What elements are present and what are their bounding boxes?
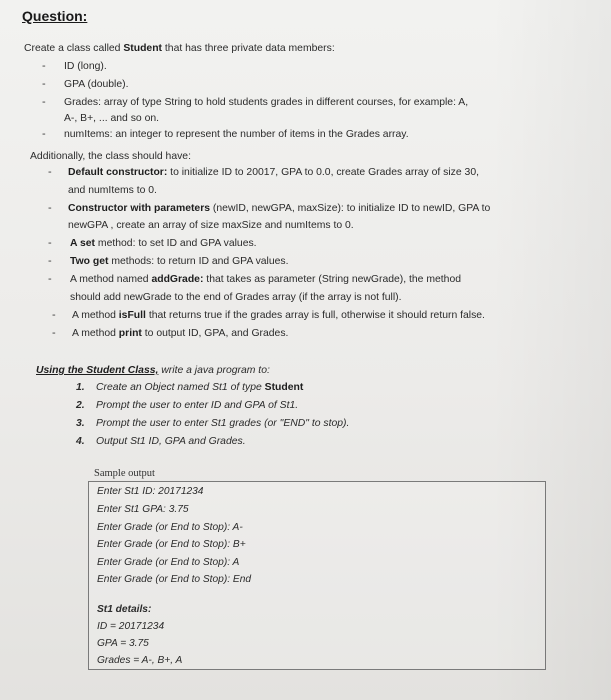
step-number: 3. xyxy=(76,418,85,429)
step-2: Prompt the user to enter ID and GPA of St1. xyxy=(96,400,299,411)
method-dash: - xyxy=(48,255,52,267)
using-underlined: Using the Student Class, xyxy=(36,365,159,376)
method-default-constructor xyxy=(68,166,479,179)
method-text: A method xyxy=(72,310,119,321)
sample-detail: GPA = 3.75 xyxy=(97,638,149,649)
method-dash: - xyxy=(48,166,52,178)
sample-detail: ID = 20171234 xyxy=(97,621,165,632)
method-dash: - xyxy=(48,273,52,285)
method-text: to output ID, GPA, and Grades. xyxy=(141,328,289,339)
step-1 xyxy=(96,381,303,394)
member-grades-continued: A-, B+, ... and so on. xyxy=(64,113,160,124)
method-addgrade-cont: should add newGrade to the end of Grades array (if the array is not full). xyxy=(70,292,402,303)
intro-suffix: that has three private data members: xyxy=(162,43,335,54)
step-4: Output St1 ID, GPA and Grades. xyxy=(96,436,246,447)
method-text: to initialize ID to 20017, GPA to 0.0, create Grades array of size 30, xyxy=(167,167,479,178)
step-bold: Student xyxy=(264,382,304,393)
method-text: methods: to return ID and GPA values. xyxy=(108,256,289,267)
method-bold: isFull xyxy=(118,310,146,321)
sample-line: Enter Grade (or End to Stop): A xyxy=(97,557,240,568)
method-text: method: to set ID and GPA values. xyxy=(95,238,257,249)
member-grades: Grades: array of type String to hold students grades in different courses, for example: A, xyxy=(64,97,469,108)
intro-prefix: Create a class called xyxy=(24,43,124,54)
method-bold: Default constructor: xyxy=(68,167,168,178)
member-dash: - xyxy=(42,60,46,72)
method-dash: - xyxy=(52,327,56,339)
member-gpa: GPA (double). xyxy=(64,79,129,90)
method-bold: print xyxy=(118,328,142,339)
method-dash: - xyxy=(52,309,56,321)
member-dash: - xyxy=(42,128,46,140)
method-bold: addGrade: xyxy=(151,274,204,285)
sample-line: Enter Grade (or End to Stop): A- xyxy=(97,522,243,533)
method-text: (newID, newGPA, maxSize): to initialize ID to newID, GPA to xyxy=(210,203,491,214)
sample-line: Enter St1 ID: 20171234 xyxy=(97,486,204,497)
method-dash: - xyxy=(48,237,52,249)
member-dash: - xyxy=(42,78,46,90)
method-text: A method named xyxy=(70,274,152,285)
method-bold: A set xyxy=(70,238,96,249)
member-dash: - xyxy=(42,96,46,108)
additionally-line: Additionally, the class should have: xyxy=(30,151,191,162)
sample-detail: Grades = A-, B+, A xyxy=(97,655,183,666)
sample-line: Enter Grade (or End to Stop): B+ xyxy=(97,539,246,550)
method-param-constructor-cont: newGPA , create an array of size maxSize and numItems to 0. xyxy=(68,220,354,231)
method-dash: - xyxy=(48,202,52,214)
using-line xyxy=(36,364,270,377)
intro-line xyxy=(24,42,335,55)
method-text: that takes as parameter (String newGrade), the method xyxy=(203,274,462,285)
method-get xyxy=(70,255,289,268)
step-number: 2. xyxy=(76,400,85,411)
method-bold: Constructor with parameters xyxy=(68,203,211,214)
question-title: Question: xyxy=(22,8,88,24)
member-numitems: numItems: an integer to represent the number of items in the Grades array. xyxy=(64,129,409,140)
method-print xyxy=(72,327,288,340)
method-isfull xyxy=(72,309,485,322)
sample-output-box xyxy=(88,481,546,670)
sample-output-label: Sample output xyxy=(94,468,155,479)
sample-details-title: St1 details: xyxy=(97,604,152,615)
intro-class-name: Student xyxy=(123,43,163,54)
step-number: 4. xyxy=(76,436,85,447)
method-default-constructor-cont: and numItems to 0. xyxy=(68,185,157,196)
using-rest: write a java program to: xyxy=(158,365,270,376)
method-bold: Two get xyxy=(70,256,109,267)
step-3: Prompt the user to enter St1 grades (or "END" to stop). xyxy=(96,418,350,429)
sample-line: Enter Grade (or End to Stop): End xyxy=(97,574,252,585)
method-addgrade xyxy=(70,273,461,286)
method-param-constructor xyxy=(68,202,490,215)
member-id: ID (long). xyxy=(64,61,107,72)
step-text: Create an Object named St1 of type xyxy=(96,382,265,393)
step-number: 1. xyxy=(76,382,85,393)
method-text: A method xyxy=(72,328,119,339)
method-set xyxy=(70,237,257,250)
method-text: that returns true if the grades array is full, otherwise it should return false. xyxy=(145,310,485,321)
sample-line: Enter St1 GPA: 3.75 xyxy=(97,504,189,515)
